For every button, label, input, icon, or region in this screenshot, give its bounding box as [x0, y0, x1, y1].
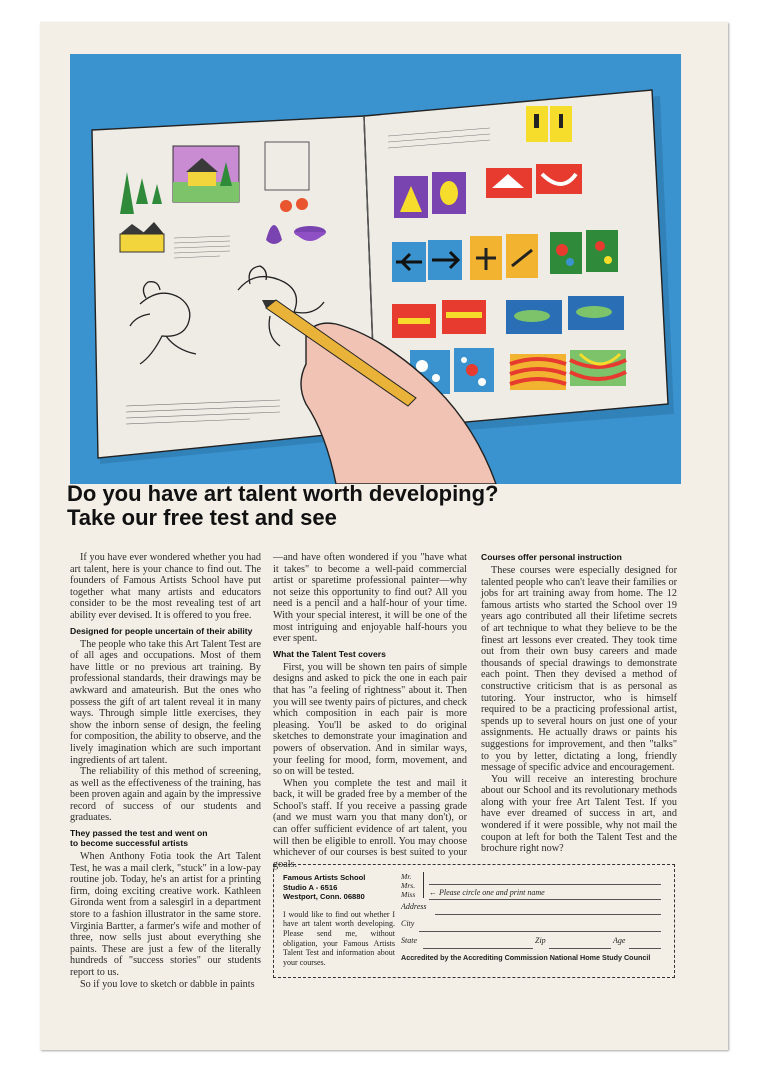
- paragraph: The people who take this Art Talent Test are of all ages and occupations. Most of them have little or no previous art training. By professional standards, their drawings may be awkward and amateurish. But the ones who possess the gift of art talent reveal it in many ways. Through simple little exercises, they show the inborn sense of design, the feeling for composition, the ability to observe, and the lively imagination which are such important ingredients of art talent.: [70, 638, 261, 766]
- school-name: Famous Artists School: [283, 873, 366, 882]
- subhead-line: to become successful artists: [70, 838, 188, 849]
- school-address: [283, 873, 395, 902]
- salutation-mrs[interactable]: Mrs.: [401, 881, 416, 890]
- salutation-mr[interactable]: Mr.: [401, 872, 412, 881]
- intro-paragraph: If you have ever wondered whether you had art talent, here is your chance to find out. The founders of Famous Artists School have put together what many artists and educators consider to be the most revealing test of art ability ever devised. It is offered to you free.: [70, 552, 261, 621]
- circle-note: ← Please circle one and print name: [429, 888, 545, 897]
- subhead-line: They passed the test and went on: [70, 828, 208, 839]
- studio-number: Studio A - 6516: [283, 882, 338, 892]
- magazine-back-cover: [40, 22, 728, 1050]
- zip-label: Zip: [535, 936, 546, 945]
- subhead-courses: Courses offer personal instruction: [481, 552, 622, 562]
- address-field[interactable]: [401, 902, 667, 919]
- paragraph: The reliability of this method of screening, as well as the effectiveness of the training, has been proven again and again by the impressive record of success of our students and graduates.: [70, 766, 261, 824]
- subhead-designed-for: Designed for people uncertain of their ability: [70, 625, 253, 636]
- paragraph: These courses were especially designed for talented people who can't leave their families or jobs for art training away from home. The 12 famous artists who started the School over 19 years ago contributed all their lifetime secrets of art technique to what they believe to be the finest art lessons ever created. They took time out from their own busy careers and made thousands of special drawings to demonstrate each point. Then they devised a method of constructive criticism that is as personal as tutoring. Your instructor, who is himself required to be a practicing professional artist, spends up to several hours on just one of your assignments. He actually draws or paints his suggestions for improvement, and then "talks" to you by letter, dictating a long, friendly message of specific advice and encouragement.: [481, 565, 677, 774]
- paragraph: When you complete the test and mail it back, it will be graded free by a member of the School's staff. If you receive a passing grade (and we must warn you that many don't), or can offer sufficient evidence of art talent, you will then be eligible to enroll. You may choose whichever of our courses is best suited to your goals.: [273, 777, 467, 870]
- illustration-svg: [70, 54, 681, 484]
- subhead-passed-test: [70, 828, 261, 848]
- subhead-test-covers: What the Talent Test covers: [273, 648, 386, 659]
- school-city: Westport, Conn. 06880: [283, 892, 365, 902]
- coupon-form: [401, 872, 667, 963]
- address-label: Address: [401, 902, 427, 911]
- headline-line-1: Do you have art talent worth developing?: [67, 481, 499, 506]
- city-label: City: [401, 919, 415, 928]
- coupon-request-text: I would like to find out whether I have art talent worth developing. Please send me, without obligation, your Famous Artists Talent Test and information about your courses.: [283, 909, 395, 967]
- art-test-illustration: [70, 54, 681, 484]
- name-field[interactable]: [401, 872, 667, 902]
- mail-in-coupon[interactable]: [273, 864, 675, 978]
- coupon-left: [283, 873, 395, 967]
- city-field[interactable]: [401, 919, 667, 936]
- state-label: State: [401, 936, 417, 945]
- headline-line-2: Take our free test and see: [67, 505, 337, 530]
- paragraph: When Anthony Fotia took the Art Talent Test, he was a mail clerk, "stuck" in a low-pay routine job. Today, he's an artist for a printing firm, doing exciting creative work. Kathleen Gironda went from a salesgirl in a department store to a fashion illustrator in the same store. Virginia Bartter, a farmer's wife and mother of three, now sells just about everything she paints. These are just a few of the literally hundreds of "success stories" our students report to us.: [70, 851, 261, 978]
- salutation-miss[interactable]: Miss: [401, 890, 416, 899]
- accreditation-note: Accredited by the Accrediting Commission National Home Study Council: [401, 953, 651, 962]
- age-label: Age: [613, 936, 626, 945]
- article-column-3: [481, 552, 677, 855]
- ad-headline: [67, 482, 499, 530]
- paragraph: —and have often wondered if you "have what it takes" to become a well-paid commercial artist or sparetime professional painter—why not seize this opportunity to find out? All you need is a pencil and a half-hour of your time. With your special interest, it will be one of the most intriguing and enjoyable half-hours you ever spent.: [273, 552, 467, 645]
- paragraph: First, you will be shown ten pairs of simple designs and asked to pick the one in each pair that has "a feeling of rightness" about it. Then you will see twenty pairs of pictures, and check which composition in each pair is more pleasing. You'll be asked to do original sketches to demonstrate your imagination and powers of observation. And in similar ways, your feeling for mood, form, movement, and so on will be tested.: [273, 661, 467, 778]
- article-column-1: [70, 552, 261, 990]
- state-zip-age-field[interactable]: [401, 936, 667, 953]
- paragraph: So if you love to sketch or dabble in paints: [80, 978, 255, 990]
- paragraph: You will receive an interesting brochure about our School and its revolutionary methods along with your free Art Talent Test. If you have ever dreamed of success in art, and wondered if it were possible, why not mail the coupon at left for both the Talent Test and the brochure right now?: [481, 773, 677, 855]
- article-column-2: [273, 552, 467, 870]
